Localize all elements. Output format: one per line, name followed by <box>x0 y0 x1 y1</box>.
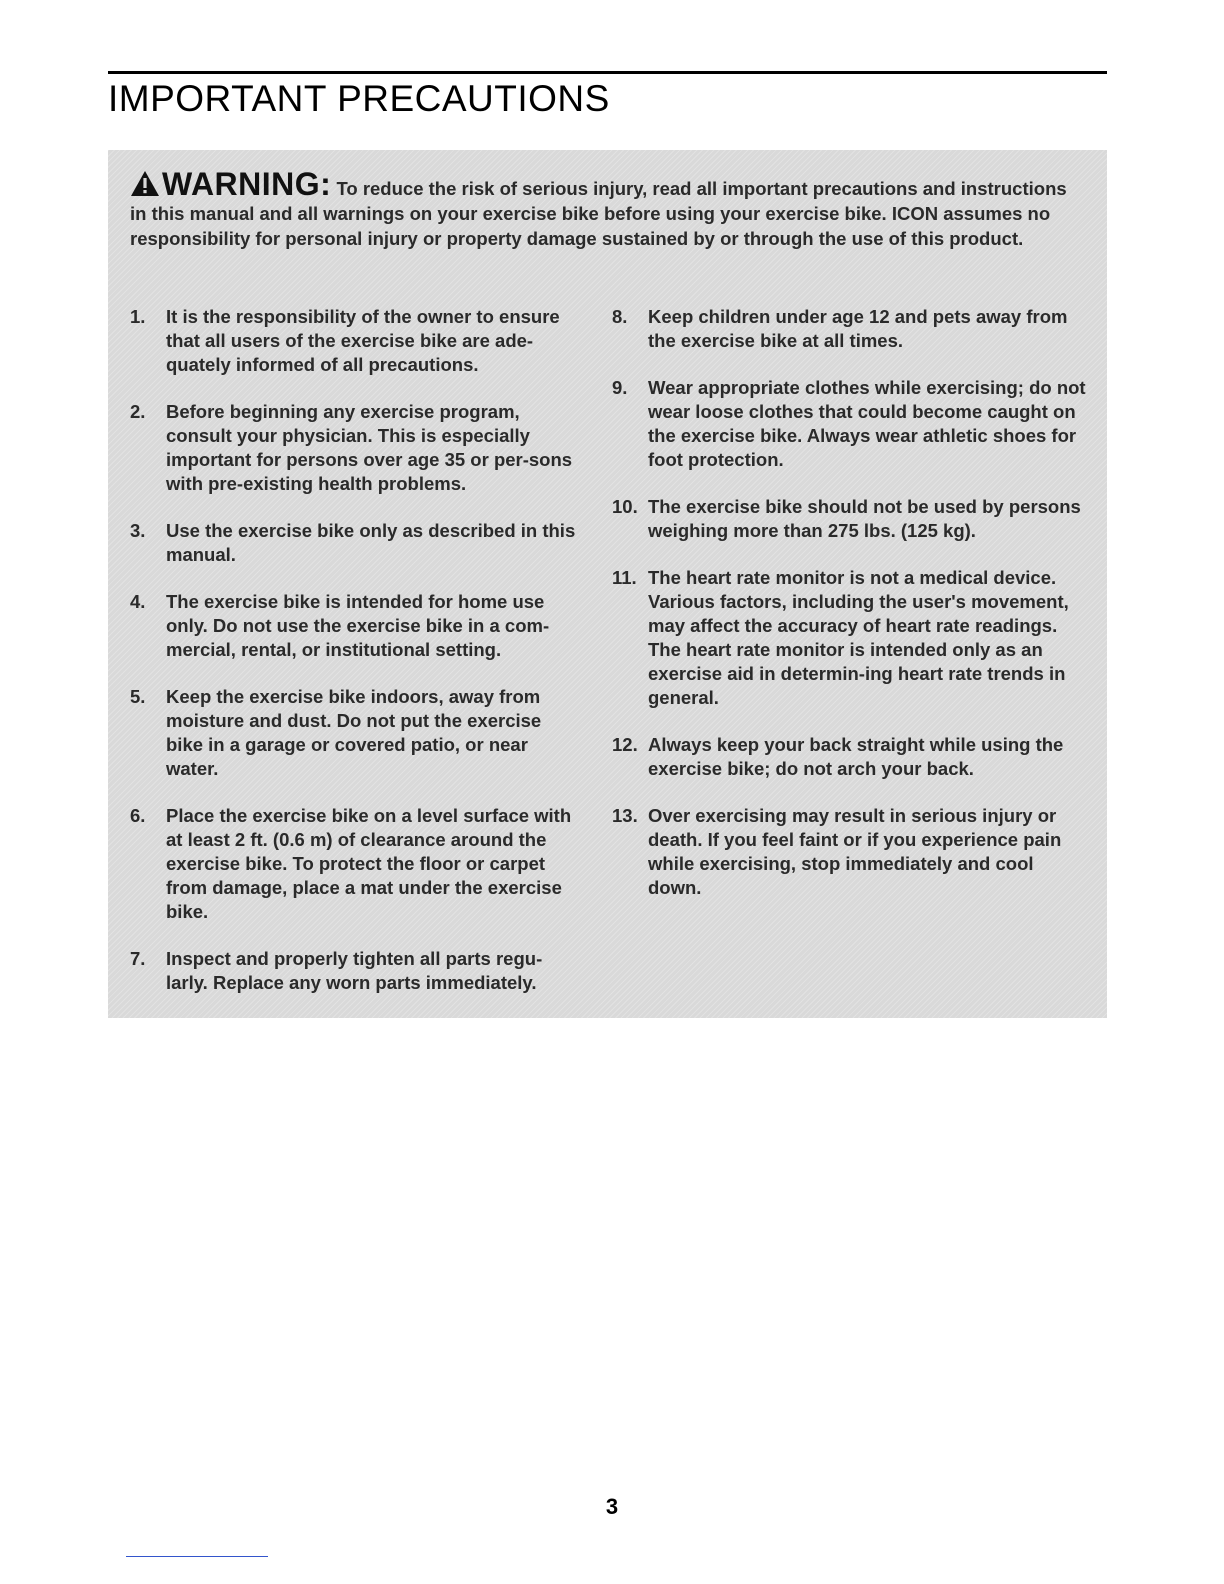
precaution-item <box>612 804 1092 900</box>
precautions-left-column <box>130 305 580 1018</box>
precaution-text: Use the exercise bike only as described in this manual. <box>166 520 576 565</box>
precaution-number: 10. <box>612 496 638 517</box>
warning-heading: WARNING: <box>162 166 332 202</box>
precaution-text: Wear appropriate clothes while exercising; do not wear loose clothes that could become caught on the exercise bike. Always wear athletic shoes for foot protection. <box>648 377 1086 470</box>
precaution-item <box>612 733 1092 781</box>
precaution-number: 2. <box>130 401 146 422</box>
page-title: IMPORTANT PRECAUTIONS <box>108 78 610 119</box>
precaution-text: It is the responsibility of the owner to ensure that all users of the exercise bike are ade-quately informed of all precautions. <box>166 306 560 375</box>
precaution-text: Before beginning any exercise program, consult your physician. This is especially important for persons over age 35 or per-sons with pre-existing health problems. <box>166 401 573 494</box>
precaution-number: 9. <box>612 377 628 398</box>
precaution-text: Keep the exercise bike indoors, away from moisture and dust. Do not put the exercise bike in a garage or covered patio, or near water. <box>166 686 542 779</box>
precaution-text: Inspect and properly tighten all parts regu-larly. Replace any worn parts immediately. <box>166 948 543 993</box>
precaution-number: 13. <box>612 805 638 826</box>
precaution-text: Always keep your back straight while using the exercise bike; do not arch your back. <box>648 734 1064 779</box>
precaution-number: 11. <box>612 567 637 588</box>
warning-box <box>108 150 1107 1018</box>
precaution-number: 6. <box>130 805 146 826</box>
precaution-item <box>130 305 580 377</box>
precaution-item <box>130 685 580 781</box>
precaution-text: Over exercising may result in serious injury or death. If you feel faint or if you experience pain while exercising, stop immediately and cool down. <box>648 805 1062 898</box>
precaution-item <box>130 947 580 995</box>
precaution-item <box>130 804 580 924</box>
warning-triangle-icon <box>130 170 160 197</box>
precaution-number: 12. <box>612 734 638 755</box>
precaution-item <box>612 305 1092 353</box>
top-rule <box>108 71 1107 74</box>
page-number: 3 <box>605 1494 619 1519</box>
precaution-number: 7. <box>130 948 146 969</box>
bottom-link-underline <box>126 1556 268 1557</box>
precaution-number: 4. <box>130 591 146 612</box>
precaution-text: The exercise bike is intended for home use only. Do not use the exercise bike in a com-mercial, rental, or institutional setting. <box>166 591 550 660</box>
precaution-item <box>130 590 580 662</box>
precaution-item <box>612 376 1092 472</box>
precaution-item <box>130 519 580 567</box>
precaution-item <box>612 495 1092 543</box>
precaution-number: 5. <box>130 686 146 707</box>
precautions-list-left <box>130 305 580 995</box>
precautions-list-right <box>612 305 1092 900</box>
precaution-number: 8. <box>612 306 628 327</box>
precaution-number: 3. <box>130 520 146 541</box>
warning-intro <box>130 166 1085 251</box>
warning-text: To reduce the risk of serious injury, read all important precautions and instructions in this manual and all warnings on your exercise bike before using your exercise bike. ICON assumes no responsibility for personal injury or property damage sustained by or through the use of this product. <box>130 178 1067 249</box>
precautions-right-column <box>612 305 1092 923</box>
precaution-text: The exercise bike should not be used by persons weighing more than 275 lbs. (125 kg). <box>648 496 1081 541</box>
precaution-number: 1. <box>130 306 146 327</box>
precaution-item <box>612 566 1092 710</box>
precaution-text: Place the exercise bike on a level surface with at least 2 ft. (0.6 m) of clearance around the exercise bike. To protect the floor or carpet from damage, place a mat under the exercise bike. <box>166 805 572 922</box>
precaution-item <box>130 400 580 496</box>
precaution-text: The heart rate monitor is not a medical device. Various factors, including the user's movement, may affect the accuracy of heart rate readings. The heart rate monitor is intended only as an exercise aid in determin-ing heart rate trends in general. <box>648 567 1069 708</box>
precaution-text: Keep children under age 12 and pets away from the exercise bike at all times. <box>648 306 1068 351</box>
